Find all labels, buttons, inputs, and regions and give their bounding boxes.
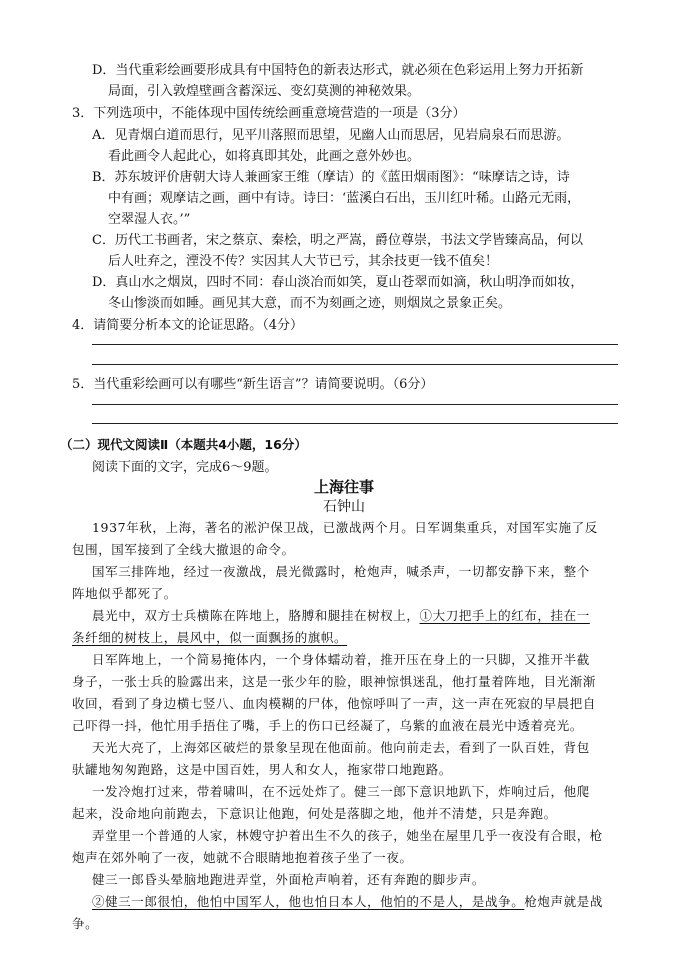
story-p9-tail: 枪炮声就是战 (524, 894, 603, 909)
q3-option-c-line1: C．历代工书画者，宋之蔡京、秦桧，明之严嵩，爵位尊崇，书法文学皆臻高品，何以 (92, 233, 583, 248)
q2-option-d-line2: 局面，引入敦煌壁画含蓄深远、变幻莫测的神秘效果。 (108, 84, 421, 99)
story-p4-line2: 身子，一张士兵的脸露出来，这是一张少年的脸，眼神惊惧迷乱，他打量着阵地，目光渐渐 (72, 674, 597, 689)
question-5-stem: 5．当代重彩绘画可以有哪些“新生语言”？请简要说明。（6分） (72, 377, 434, 392)
story-p2-line2: 阵地似乎都死了。 (72, 586, 177, 601)
underlined-sentence-1-part1: ①大刀把手上的红布，挂在一 (419, 608, 590, 623)
q3-option-d-line2: 冬山惨淡而如睡。画见其大意，而不为刻画之迹，则烟岚之景象正矣。 (108, 296, 512, 311)
story-p4-line1: 日军阵地上，一个简易掩体内，一个身体蠕动着，推开压在身上的一只脚，又推开半截 (92, 652, 590, 667)
story-title: 上海往事 (313, 478, 374, 496)
story-author: 石钟山 (323, 499, 365, 515)
question-4-stem: 4．请简要分析本文的论证思路。（4分） (72, 318, 304, 333)
story-p5-line1: 天光大亮了，上海郊区破烂的景象呈现在他面前。他向前走去，看到了一队百姓，背包 (92, 740, 590, 755)
story-p3-line1 (92, 606, 590, 624)
q5-answer-line-1[interactable] (92, 404, 618, 405)
story-p3-text: 晨光中，双方士兵横陈在阵地上，胳膊和腿挂在树杈上， (92, 608, 420, 623)
story-p4-line4: 己吓得一抖，他忙用手捂住了嘴，手上的伤口已经凝了，乌紫的血液在晨光中透着亮光。 (72, 718, 583, 733)
story-p7-line2: 炮声在郊外响了一夜，她就不合眼睛地抱着孩子坐了一夜。 (72, 850, 413, 865)
story-p8-line1: 健三一郎昏头晕脑地跑进弄堂，外面枪声响着，还有奔跑的脚步声。 (92, 872, 486, 887)
story-p5-line2: 驮罐地匆匆跑路，这是中国百姓，男人和女人，拖家带口地跑路。 (72, 762, 452, 777)
story-p3-line2 (72, 628, 347, 646)
q4-answer-line-1[interactable] (92, 344, 618, 345)
q2-option-d-line1: D．当代重彩绘画要形成具有中国特色的新表达形式，就必须在色彩运用上努力开拓新 (92, 63, 584, 78)
story-p6-line1: 一发冷炮打过来，带着啸叫，在不远处炸了。健三一郎下意识地趴下，炸响过后，他爬 (92, 784, 590, 799)
underlined-sentence-2: ②健三一郎很怕，他怕中国军人，他也怕日本人，他怕的不是人，是战争。 (92, 894, 525, 909)
story-p6-line2: 起来，没命地向前跑去，下意识让他跑，何处是落脚之地，他并不清楚，只是奔跑。 (72, 806, 557, 821)
story-p1-line2: 包围，国军接到了全线大撤退的命令。 (72, 542, 295, 557)
story-p9-line2: 争。 (72, 916, 99, 931)
story-p1-line1: 1937年秋，上海，著名的淞沪保卫战，已激战两个月。日军调集重兵，对国军实施了反 (92, 520, 598, 535)
section-2-instruction: 阅读下面的文字，完成6～9题。 (92, 460, 278, 475)
story-p2-line1: 国军三排阵地，经过一夜激战，晨光微露时，枪炮声，喊杀声，一切都安静下来，整个 (92, 564, 590, 579)
story-p9-line1 (92, 892, 603, 910)
q3-option-d-line1: D．真山水之烟岚，四时不同：春山淡冶而如笑，夏山苍翠而如滴，秋山明净而如妆， (92, 275, 584, 290)
q3-option-a-line1: A．见青烟白道而思行，见平川落照而思望，见幽人山而思居，见岩扃泉石而思游。 (92, 128, 570, 143)
question-3-stem: 3．下列选项中，不能体现中国传统绘画重意境营造的一项是（3分） (72, 106, 466, 121)
q3-option-a-line2: 看此画令人起此心，如将真即其处，此画之意外妙也。 (108, 149, 421, 164)
story-p7-line1: 弄堂里一个普通的人家，林嫂守护着出生不久的孩子，她坐在屋里几乎一夜没有合眼，枪 (92, 828, 603, 843)
underlined-sentence-1-part2: 条纤细的树枝上，晨风中，似一面飘扬的旗帜。 (72, 630, 348, 645)
story-p4-line3: 收回，看到了身边横七竖八、血肉模糊的尸体，他惊呼叫了一声，这一声在死寂的早晨把自 (72, 696, 597, 711)
section-2-title: （二）现代文阅读Ⅱ（本题共4小题，16分） (60, 437, 307, 452)
q5-answer-line-2[interactable] (92, 423, 618, 424)
q3-option-c-line2: 后人吐弃之，湮没不传？实因其人大节已亏，其余技更一钱不值矣！ (108, 254, 499, 269)
q3-option-b-line1: B．苏东坡评价唐朝大诗人兼画家王维（摩诘）的《蓝田烟雨图》：“味摩诘之诗，诗 (92, 170, 570, 185)
q3-option-b-line2: 中有画；观摩诘之画，画中有诗。诗曰：‘蓝溪白石出，玉川红叶稀。山路元无雨， (108, 191, 581, 206)
q3-option-b-line3: 空翠湿人衣。’” (108, 212, 191, 227)
q4-answer-line-2[interactable] (92, 364, 618, 365)
